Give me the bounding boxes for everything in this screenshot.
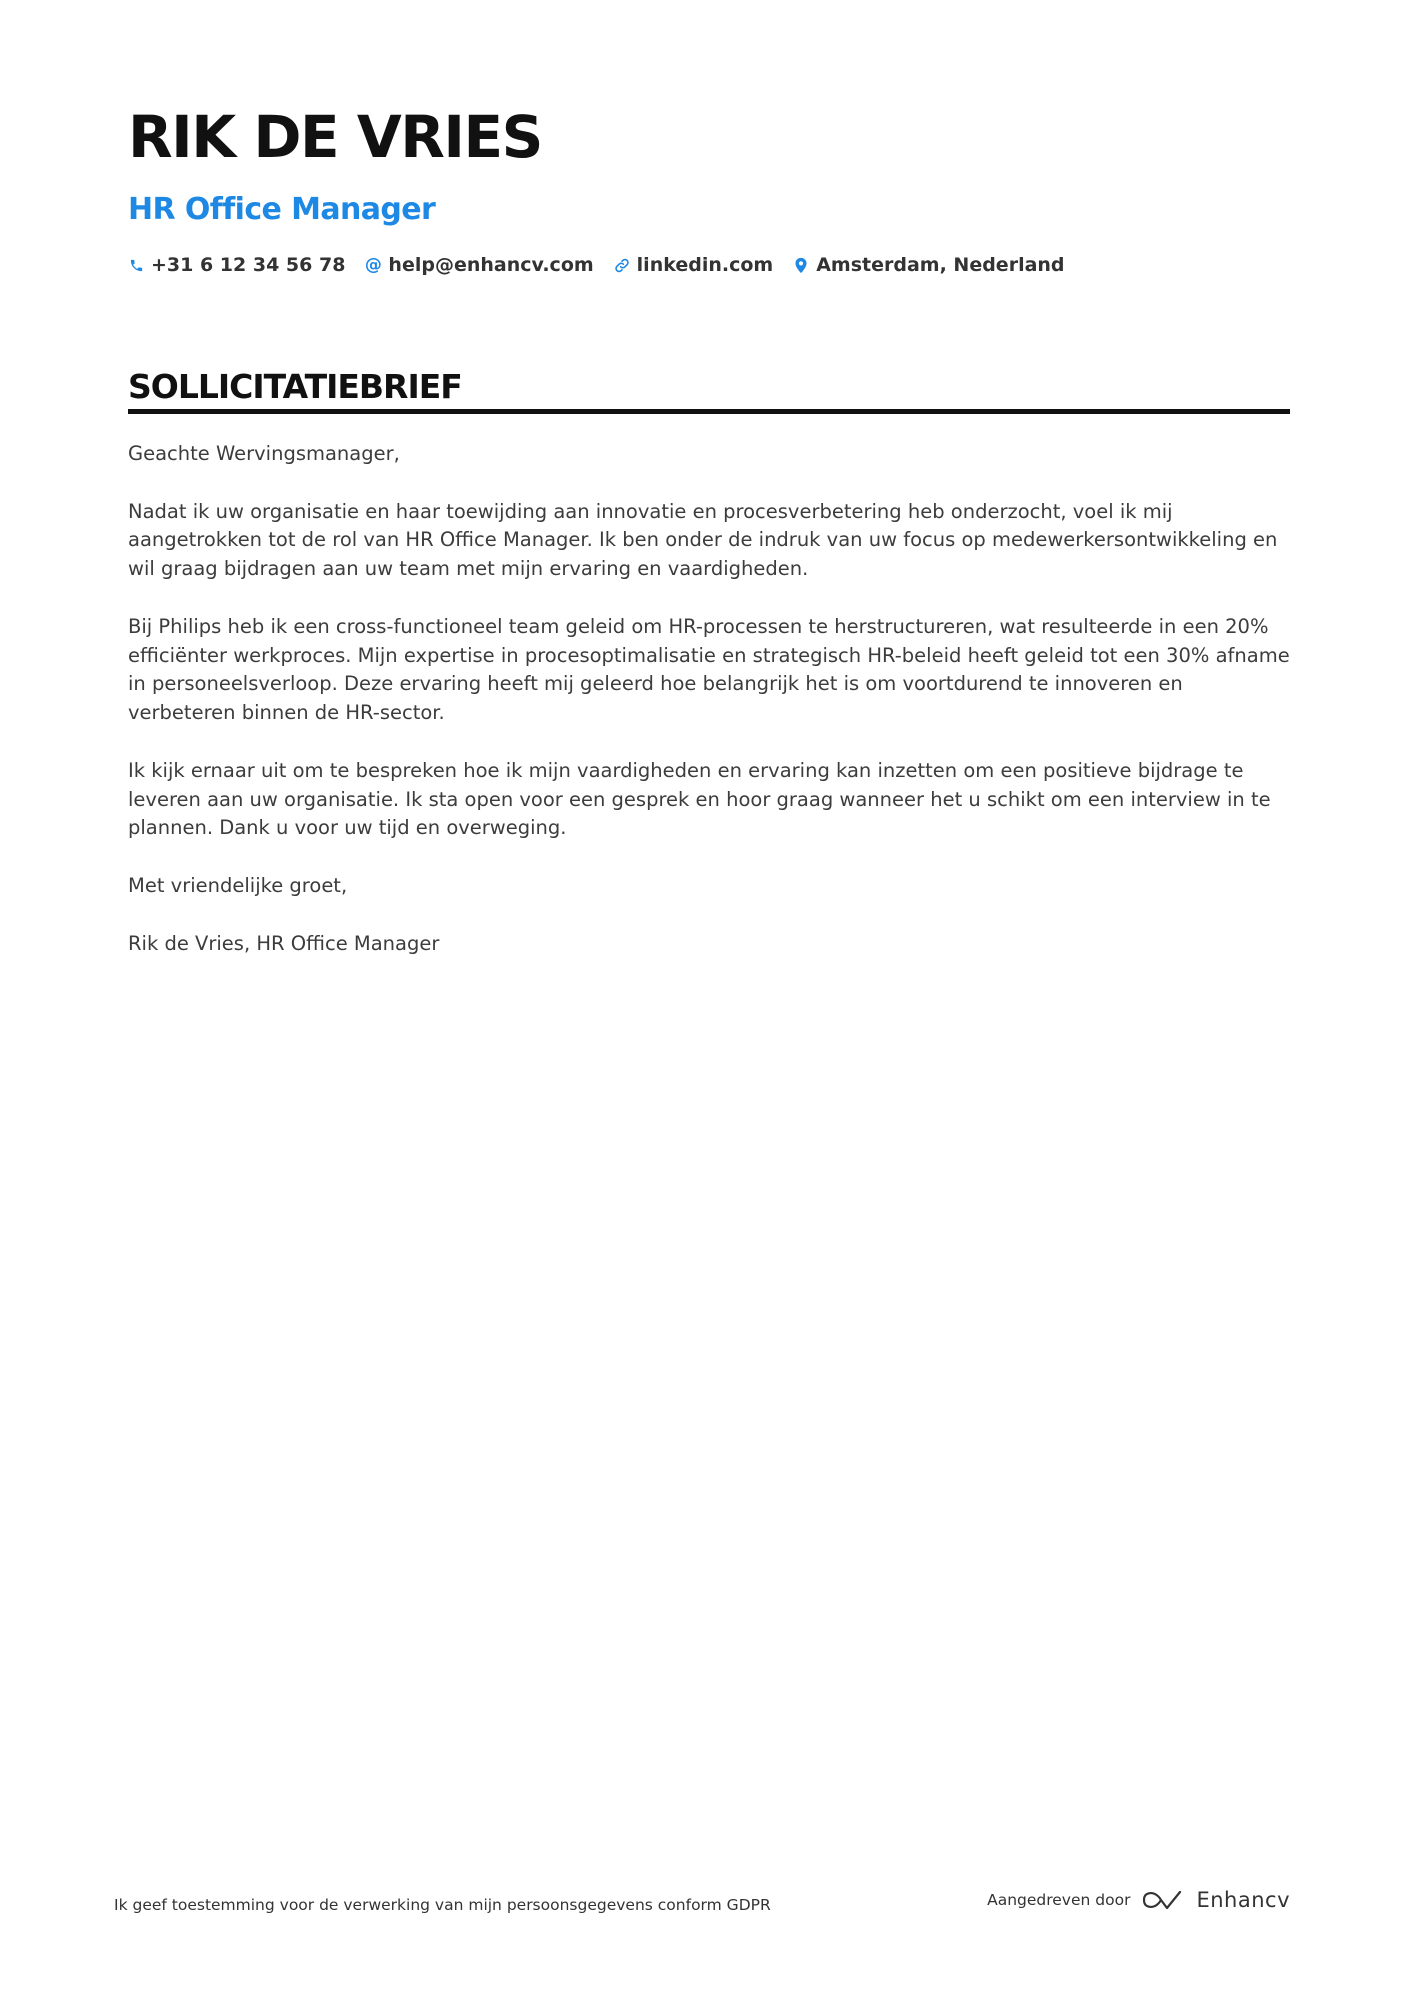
- powered-by[interactable]: [987, 1888, 1290, 1912]
- at-icon: @: [364, 254, 382, 275]
- brand-name: Enhancv: [1196, 1888, 1290, 1912]
- letter-paragraph: Ik kijk ernaar uit om te bespreken hoe ik mijn vaardigheden en ervaring kan inzetten om een positieve bijdrage te leveren aan uw organisatie. Ik sta open voor een gesprek en hoor graag wanneer het u schikt om een interview in te plannen. Dank u voor uw tijd en overweging.: [128, 758, 1271, 840]
- candidate-name: RIK DE VRIES: [128, 103, 542, 171]
- contact-location: [793, 254, 1064, 276]
- letter-paragraph: Bij Philips heb ik een cross-functioneel team geleid om HR-processen te herstructureren, wat resulteerde in een 20% efficiënter werkproces. Mijn expertise in procesoptimalisatie en strategisch HR-beleid heeft geleid tot een 30% afname in personeelsverloop. Deze ervaring heeft mij geleerd hoe belangrijk het is om voortdurend te innoveren en verbeteren binnen de HR-sector.: [128, 614, 1290, 725]
- contact-phone-text: +31 6 12 34 56 78: [151, 254, 346, 276]
- section-title: SOLLICITATIEBRIEF: [128, 367, 462, 406]
- contact-phone: [128, 254, 345, 276]
- powered-by-label: Aangedreven door: [987, 1891, 1131, 1909]
- contact-linkedin[interactable]: [614, 254, 774, 276]
- contact-email[interactable]: [365, 254, 593, 276]
- contact-email-text: help@enhancv.com: [388, 254, 594, 276]
- phone-icon: [128, 256, 144, 274]
- letter-paragraph: Nadat ik uw organisatie en haar toewijding aan innovatie en procesverbetering heb onderzocht, voel ik mij aangetrokken tot de rol van HR Office Manager. Ik ben onder de indruk van uw focus op medewerkersontwikkeling en wil graag bijdragen aan uw team met mijn ervaring en vaardigheden.: [128, 499, 1278, 581]
- contact-bar: [128, 254, 1065, 276]
- gdpr-consent: Ik geef toestemming voor de verwerking van mijn persoonsgegevens conform GDPR: [114, 1896, 771, 1914]
- contact-location-text: Amsterdam, Nederland: [816, 254, 1065, 276]
- letter-greeting: Geachte Wervingsmanager,: [128, 442, 400, 465]
- candidate-role: HR Office Manager: [128, 192, 436, 227]
- section-divider: [128, 409, 1290, 414]
- enhancv-logo-icon: [1140, 1888, 1186, 1912]
- letter-signature: Rik de Vries, HR Office Manager: [128, 931, 440, 955]
- letter-closing: Met vriendelijke groet,: [128, 873, 348, 897]
- location-pin-icon: [793, 256, 809, 274]
- contact-linkedin-text: linkedin.com: [636, 254, 774, 276]
- link-icon: [614, 256, 630, 274]
- letter-body: [128, 440, 1290, 987]
